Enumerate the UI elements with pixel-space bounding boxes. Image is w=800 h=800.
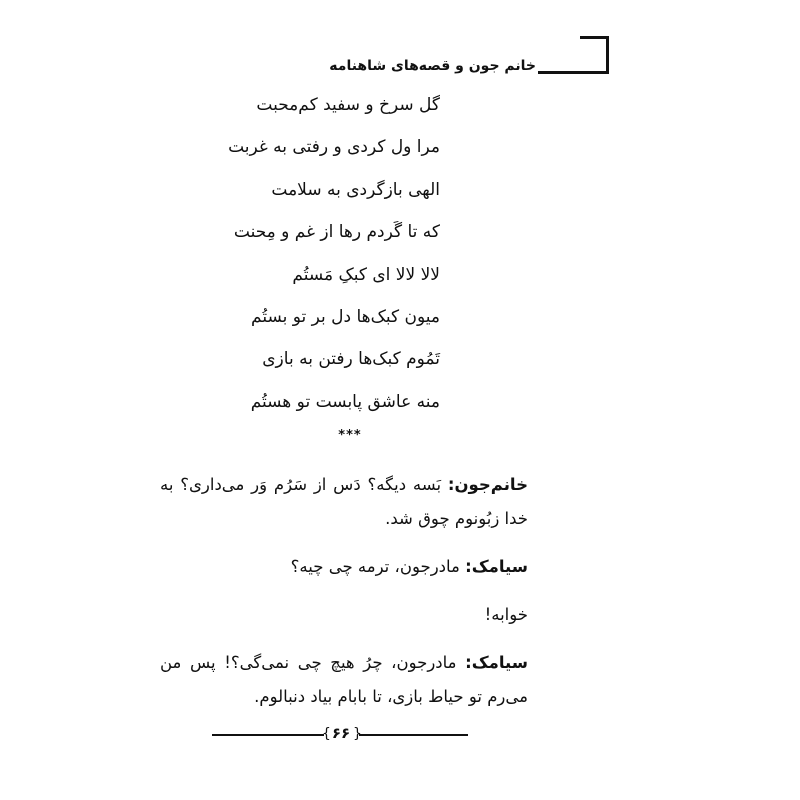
dialogue-line	[160, 550, 528, 584]
dialogue-line	[160, 468, 528, 536]
dialogue-text: بَسه دیگه؟ دَس از سَرُم وَر می‌داری؟ به خدا زبُونوم چوق شد.	[160, 475, 528, 528]
footer-rule-left	[212, 734, 324, 736]
page-number-bracket-right: }	[353, 726, 362, 742]
dialogue-text: خوابه!	[484, 605, 528, 624]
section-separator: ***	[338, 428, 362, 443]
dialogue-line	[160, 646, 528, 714]
speaker-name: سیامک:	[465, 653, 528, 672]
dialogue-text: مادرجون، چرُ هیچ چی نمی‌گی؟! پس من می‌رم تو حیاط بازی، تا بابام بیاد دنبالوم.	[160, 653, 528, 706]
poem-verse: لالا لالا ای کبکِ مَستُم	[292, 264, 440, 285]
dialogue-text: مادرجون، ترمه چی چیه؟	[290, 557, 466, 576]
header-corner-horizontal-line	[580, 36, 609, 39]
poem-verse: الهی بازگردی به سلامت	[271, 179, 440, 200]
poem-verse: تَمُوم کبک‌ها رفتن به بازی	[262, 349, 440, 370]
dialogue	[160, 468, 528, 728]
footer-rule-right	[359, 734, 468, 736]
page-number-bracket-left: {	[322, 726, 331, 742]
speaker-name: خانم‌جون:	[447, 475, 528, 494]
poem	[140, 92, 440, 431]
speaker-name: سیامک:	[465, 557, 528, 576]
poem-verse: میون کبک‌ها دل بر تو بستُم	[251, 306, 440, 327]
dialogue-line	[160, 598, 528, 632]
poem-verse: مرا ول کردی و رفتی به غربت	[228, 137, 440, 158]
poem-verse: منه عاشق پابست تو هستُم	[250, 391, 440, 412]
poem-verse: که تا گَردم رها از غم و مِحنت	[233, 222, 440, 243]
page-number: ۶۶	[331, 724, 351, 742]
running-header-title: خانم جون و قصه‌های شاهنامه	[329, 58, 536, 74]
header-corner-vertical-line	[606, 36, 609, 74]
header-rule	[538, 71, 609, 74]
poem-verse: گل سرخ و سفید کم‌محبت	[256, 95, 440, 115]
